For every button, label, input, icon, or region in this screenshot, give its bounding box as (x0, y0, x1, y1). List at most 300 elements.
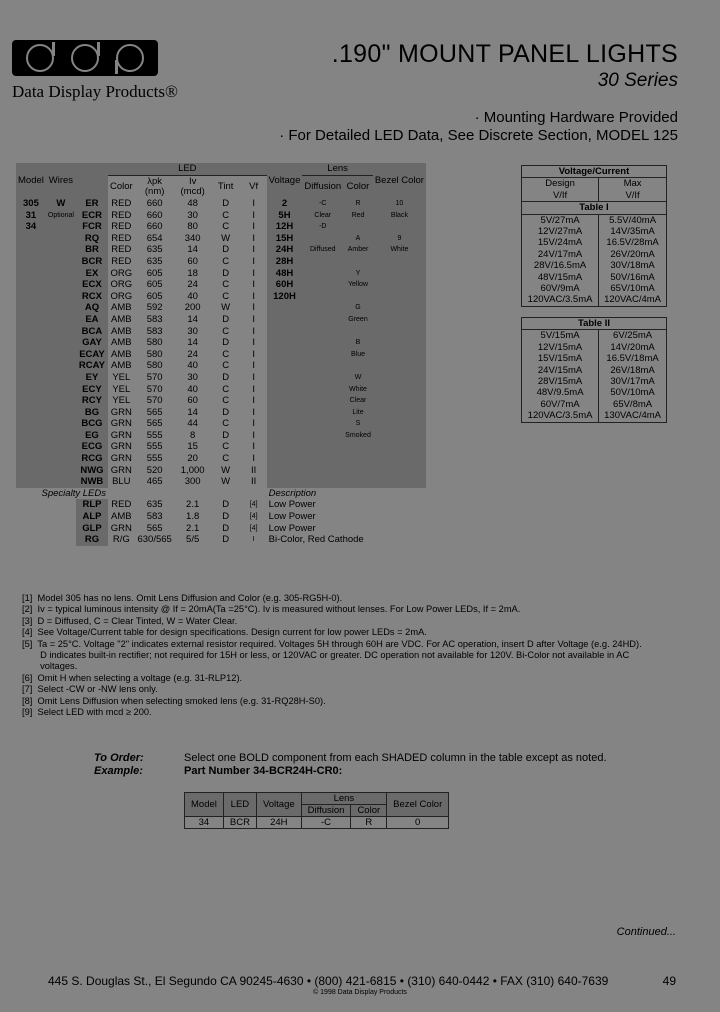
wires-cell (46, 441, 76, 453)
led-iv-cell: 30 (187, 371, 198, 383)
lens-diffusion-cell (302, 395, 343, 407)
led-iv-cell: 1,000 (180, 464, 205, 476)
spec-row (16, 372, 426, 384)
led-tint-cell: C (222, 221, 230, 233)
series-label: 30 Series (597, 70, 678, 91)
lens-color-cell: Amber (343, 244, 373, 256)
vc-design-cell: 48V/15mA (522, 272, 599, 283)
specialty-color-cell: AMB (111, 511, 132, 523)
led-lpk-cell: 660 (146, 209, 163, 221)
feature-bullet-led-data: · For Detailed LED Data, See Discrete Section, MODEL 125 (279, 127, 678, 144)
led-code-cell: ER (76, 198, 108, 210)
voltage-cell: 12H (267, 221, 303, 233)
vc-row (522, 272, 667, 283)
model-cell (16, 465, 46, 477)
led-color-cell: GRN (110, 418, 132, 430)
spec-row (16, 198, 426, 210)
lens-color-cell: White (343, 384, 373, 396)
led-tint-cell: D (222, 267, 230, 279)
led-lpk-cell: 580 (146, 337, 163, 349)
col-lens-color: Color (343, 176, 373, 199)
lens-color-cell: Y (343, 268, 373, 280)
specialty-desc-cell: Bi-Color, Red Cathode (268, 534, 364, 546)
company-name: Data Display Products® (12, 82, 178, 101)
led-tint-cell: C (222, 348, 230, 360)
led-iv-cell: 18 (187, 267, 198, 279)
led-lpk-cell: 570 (146, 395, 163, 407)
led-tint-cell: C (222, 255, 230, 267)
model-cell (16, 384, 46, 396)
vc-design-cell: 24V/15mA (522, 365, 599, 376)
model-cell (16, 372, 46, 384)
model-cell (16, 244, 46, 256)
led-color-cell: RED (111, 209, 132, 221)
specialty-tint-cell: D (222, 499, 230, 511)
voltage-cell (267, 407, 303, 419)
led-tint-cell: D (222, 371, 230, 383)
lens-diffusion-cell (302, 453, 343, 465)
lens-color-cell: B (343, 337, 373, 349)
model-cell (16, 418, 46, 430)
vc-design-cell: 5V/27mA (522, 214, 599, 226)
model-cell (16, 233, 46, 245)
voltage-cell (267, 326, 303, 338)
voltage-cell: 15H (267, 233, 303, 245)
led-vf-cell: I (252, 383, 255, 395)
bezel-cell (373, 221, 426, 233)
led-iv-cell: 15 (187, 441, 198, 453)
led-vf-cell: I (252, 418, 255, 430)
led-code-cell: BR (76, 244, 108, 256)
spec-row (16, 233, 426, 245)
led-color-cell: YEL (112, 371, 131, 383)
bezel-cell (373, 441, 426, 453)
model-cell (16, 326, 46, 338)
lens-diffusion-cell (302, 360, 343, 372)
vc-design-cell: 5V/15mA (522, 330, 599, 342)
led-vf-cell: I (252, 453, 255, 465)
wires-cell (46, 476, 76, 488)
model-cell: 34 (16, 221, 46, 233)
led-lpk-cell: 465 (146, 476, 163, 488)
voltage-cell (267, 395, 303, 407)
wires-cell (46, 244, 76, 256)
lens-diffusion-cell (302, 384, 343, 396)
lens-diffusion-cell (302, 326, 343, 338)
bezel-cell: 9 (373, 233, 426, 245)
lens-diffusion-cell (302, 302, 343, 314)
led-color-cell: GRN (110, 464, 132, 476)
model-cell (16, 407, 46, 419)
vc-row (522, 353, 667, 364)
voltage-cell (267, 465, 303, 477)
vc-row (522, 410, 667, 422)
vc-design-cell: 120VAC/3.5mA (522, 294, 599, 306)
part-val-model: 34 (185, 817, 224, 829)
lens-diffusion-cell (302, 441, 343, 453)
bezel-cell (373, 326, 426, 338)
table1-title: Table I (522, 202, 667, 214)
led-tint-cell: C (222, 209, 230, 221)
specialty-color-cell: GRN (110, 522, 132, 534)
led-tint-cell: C (222, 360, 230, 372)
lens-diffusion-cell (302, 372, 343, 384)
led-lpk-cell: 583 (146, 325, 163, 337)
spec-row (16, 337, 426, 349)
spec-row (16, 302, 426, 314)
led-code-cell: NWG (76, 465, 108, 477)
example-label: Example: (94, 765, 143, 777)
spec-row (16, 441, 426, 453)
led-lpk-cell: 635 (146, 244, 163, 256)
led-vf-cell: I (252, 395, 255, 407)
bezel-cell (373, 430, 426, 442)
led-lpk-cell: 605 (146, 267, 163, 279)
lens-diffusion-cell (302, 279, 343, 291)
voltage-cell: 48H (267, 268, 303, 280)
col-voltage: Voltage (267, 163, 303, 198)
lens-color-cell (343, 441, 373, 453)
led-vf-cell: I (252, 221, 255, 233)
specialty-desc-cell: Low Power (268, 522, 316, 534)
led-iv-cell: 14 (187, 406, 198, 418)
lens-diffusion-cell (302, 407, 343, 419)
spec-row (16, 453, 426, 465)
lens-color-cell (343, 360, 373, 372)
bezel-cell (373, 279, 426, 291)
voltage-cell: 60H (267, 279, 303, 291)
vc-row (522, 399, 667, 410)
voltage-cell: 120H (267, 291, 303, 303)
lens-color-cell: R (343, 198, 373, 210)
voltage-cell (267, 418, 303, 430)
led-vf-cell: I (252, 348, 255, 360)
voltage-cell (267, 349, 303, 361)
voltage-cell: 28H (267, 256, 303, 268)
led-tint-cell: W (221, 232, 231, 244)
vc-design-label: Design (522, 178, 599, 190)
led-iv-cell: 60 (187, 255, 198, 267)
vc-max-cell: 65V/8mA (613, 398, 653, 410)
model-cell (16, 279, 46, 291)
footnote: [5] Ta = 25°C. Voltage "2" indicates external resistor required. Voltages 5H through 60H are VDC. For AC operation, insert D after Voltage (e.g. 24HD). (22, 638, 642, 649)
vc-max-label: Max (599, 178, 667, 190)
to-order-text: Select one BOLD component from each SHADED column in the table except as noted. (184, 752, 607, 764)
led-lpk-cell: 654 (146, 232, 163, 244)
led-lpk-cell: 660 (146, 221, 163, 233)
continued-label: Continued... (616, 926, 676, 938)
vc-row (522, 376, 667, 387)
model-cell (16, 291, 46, 303)
voltage-cell (267, 360, 303, 372)
led-code-cell: AQ (76, 302, 108, 314)
ordering-info (94, 752, 607, 778)
vc-max-cell: 16.5V/18mA (606, 353, 659, 365)
wires-cell (46, 326, 76, 338)
spec-row (16, 418, 426, 430)
vc-row (522, 283, 667, 294)
vc-max-cell: 130VAC/4mA (604, 410, 661, 422)
col-vf: Vf (249, 181, 259, 192)
wires-cell (46, 314, 76, 326)
lens-diffusion-cell: Diffused (302, 244, 343, 256)
specialty-tint-cell: D (222, 522, 230, 534)
wires-cell (46, 233, 76, 245)
model-cell (16, 453, 46, 465)
part-val-led: BCR (223, 817, 256, 829)
bezel-cell (373, 256, 426, 268)
lens-color-cell (343, 476, 373, 488)
vc-max-cell: 16.5V/28mA (606, 237, 659, 249)
model-cell: 305 (16, 198, 46, 210)
led-iv-cell: 40 (187, 360, 198, 372)
led-iv-cell: 44 (187, 418, 198, 430)
led-iv-cell: 30 (187, 209, 198, 221)
bezel-cell (373, 465, 426, 477)
led-iv-cell: 340 (184, 232, 201, 244)
spec-row (16, 384, 426, 396)
led-vf-cell: I (252, 232, 255, 244)
led-iv-cell: 200 (184, 302, 201, 314)
table2-body (522, 330, 667, 422)
led-lpk-cell: 555 (146, 441, 163, 453)
wires-cell (46, 407, 76, 419)
lens-color-cell: Red (343, 210, 373, 222)
wires-cell (46, 430, 76, 442)
part-head-led: LED (223, 793, 256, 817)
led-lpk-cell: 592 (146, 302, 163, 314)
wires-cell (46, 384, 76, 396)
led-code-cell: ECY (76, 384, 108, 396)
led-vf-cell: I (252, 337, 255, 349)
specialty-lpk-cell: 630/565 (137, 534, 172, 546)
lens-diffusion-cell (302, 465, 343, 477)
led-color-cell: YEL (112, 395, 131, 407)
lens-diffusion-cell (302, 233, 343, 245)
lens-color-cell: A (343, 233, 373, 245)
voltage-cell (267, 337, 303, 349)
table2-title: Table II (577, 317, 611, 329)
lens-diffusion-cell (302, 430, 343, 442)
led-color-cell: GRN (110, 441, 132, 453)
vc-row (522, 387, 667, 398)
model-cell (16, 256, 46, 268)
lens-color-cell: S (343, 418, 373, 430)
model-cell (16, 476, 46, 488)
lens-color-cell: Smoked (343, 430, 373, 442)
specialty-header-row (16, 488, 426, 500)
table1-body (522, 214, 667, 306)
part-head-bezel: Bezel Color (387, 793, 449, 817)
lens-diffusion-cell (302, 337, 343, 349)
vc-row (522, 249, 667, 260)
led-iv-cell: 24 (187, 348, 198, 360)
led-color-cell: GRN (110, 429, 132, 441)
led-code-cell: ECG (76, 441, 108, 453)
voltage-current-table-1 (521, 165, 667, 307)
bezel-cell (373, 337, 426, 349)
bezel-cell (373, 372, 426, 384)
vc-row (522, 237, 667, 248)
page-title: .190" MOUNT PANEL LIGHTS (331, 40, 678, 68)
led-vf-cell: I (252, 244, 255, 256)
led-vf-cell: I (252, 371, 255, 383)
led-code-cell: EY (76, 372, 108, 384)
lens-color-cell (343, 326, 373, 338)
logo-letter-d2 (71, 44, 99, 72)
specialty-code-cell: ALP (76, 511, 108, 523)
specialty-desc-cell: Low Power (268, 499, 316, 511)
led-tint-cell: D (222, 406, 230, 418)
wires-cell (46, 268, 76, 280)
specialty-color-cell: R/G (112, 534, 130, 546)
vc-row (522, 330, 667, 342)
wires-cell (46, 221, 76, 233)
footnote: [6] Omit H when selecting a voltage (e.g. 31-RLP12). (22, 672, 243, 683)
spec-row (16, 360, 426, 372)
lens-color-cell (343, 291, 373, 303)
voltage-cell (267, 453, 303, 465)
led-vf-cell: I (252, 313, 255, 325)
led-code-cell: EG (76, 430, 108, 442)
led-code-cell: ECX (76, 279, 108, 291)
bezel-cell (373, 418, 426, 430)
vc-max-cell: 50V/10mA (610, 387, 655, 399)
wires-cell: Optional (46, 210, 76, 222)
led-vf-cell: I (252, 406, 255, 418)
specialty-vf-cell: [4] (249, 524, 258, 532)
model-cell: 31 (16, 210, 46, 222)
col-model: Model (16, 163, 46, 198)
vc-design-cell: 12V/27mA (522, 226, 599, 237)
spec-row (16, 221, 426, 233)
footnote: [8] Omit Lens Diffusion when selecting smoked lens (e.g. 31-RQ28H-S0). (22, 695, 326, 706)
bezel-cell (373, 268, 426, 280)
led-tint-cell: C (222, 325, 230, 337)
voltage-cell (267, 476, 303, 488)
led-lpk-cell: 580 (146, 360, 163, 372)
voltage-cell (267, 372, 303, 384)
led-iv-cell: 24 (187, 279, 198, 291)
led-iv-cell: 60 (187, 395, 198, 407)
led-lpk-cell: 635 (146, 255, 163, 267)
vc-design-sub: V/If (522, 190, 599, 202)
model-cell (16, 430, 46, 442)
vc-design-cell: 28V/15mA (522, 376, 599, 387)
led-code-cell: BG (76, 407, 108, 419)
footnote: [9] Select LED with mcd ≥ 200. (22, 707, 152, 718)
vc-max-cell: 5.5V/40mA (599, 214, 667, 226)
specialty-code-cell: GLP (76, 523, 108, 535)
spec-row (16, 268, 426, 280)
vc-design-cell: 12V/15mA (522, 342, 599, 353)
led-tint-cell: W (221, 302, 231, 314)
led-color-cell: YEL (112, 383, 131, 395)
specialty-vf-cell: I (252, 536, 255, 544)
led-iv-cell: 14 (187, 337, 198, 349)
vc-row (522, 226, 667, 237)
led-iv-cell: 48 (187, 198, 198, 209)
wires-cell (46, 279, 76, 291)
lens-diffusion-cell: Clear (302, 210, 343, 222)
lens-diffusion-cell (302, 291, 343, 303)
led-iv-cell: 80 (187, 221, 198, 233)
specialty-tint-cell: D (222, 511, 230, 523)
wires-cell: W (46, 198, 76, 210)
led-color-cell: AMB (111, 302, 132, 314)
led-iv-cell: 8 (190, 429, 196, 441)
col-color: Color (109, 181, 133, 192)
voltage-current-panel (521, 165, 667, 433)
to-order-label: To Order: (94, 752, 144, 764)
lens-color-cell: Clear (343, 395, 373, 407)
vc-row (522, 294, 667, 306)
spec-row (16, 476, 426, 488)
led-lpk-cell: 605 (146, 279, 163, 291)
led-vf-cell: I (252, 267, 255, 279)
led-vf-cell: II (251, 476, 257, 488)
led-code-cell: EX (76, 268, 108, 280)
led-code-cell: GAY (76, 337, 108, 349)
vc-row (522, 260, 667, 271)
led-tint-cell: C (222, 441, 230, 453)
led-iv-cell: 300 (184, 476, 201, 488)
voltage-cell (267, 314, 303, 326)
part-val-color: R (351, 817, 387, 829)
vc-max-cell: 14V/20mA (610, 341, 655, 353)
led-iv-cell: 14 (187, 244, 198, 256)
wires-cell (46, 337, 76, 349)
spec-row (16, 407, 426, 419)
vc-row (522, 365, 667, 376)
bezel-cell (373, 395, 426, 407)
bezel-cell (373, 407, 426, 419)
model-cell (16, 360, 46, 372)
led-vf-cell: I (252, 360, 255, 372)
voltage-cell (267, 302, 303, 314)
wires-cell (46, 291, 76, 303)
col-tint: Tint (217, 181, 234, 192)
bezel-cell (373, 476, 426, 488)
wires-cell (46, 256, 76, 268)
vc-design-cell: 15V/15mA (522, 353, 599, 364)
part-val-diffusion: -C (301, 817, 351, 829)
voltage-cell: 24H (267, 244, 303, 256)
vc-design-cell: 24V/17mA (522, 249, 599, 260)
model-cell (16, 337, 46, 349)
vc-design-cell: 60V/7mA (522, 399, 599, 410)
model-cell (16, 268, 46, 280)
wires-cell (46, 302, 76, 314)
vc-design-cell: 48V/9.5mA (522, 387, 599, 398)
spec-row (16, 244, 426, 256)
lens-color-cell: Yellow (343, 279, 373, 291)
footnote: [2] Iv = typical luminous intensity @ If = 20mA(Ta =25°C). Iv is measured without lenses. For Low Power LEDs, If = 2mA. (22, 604, 521, 615)
led-code-cell: EA (76, 314, 108, 326)
led-code-cell: RCX (76, 291, 108, 303)
led-color-cell: GRN (110, 406, 132, 418)
specialty-iv-cell: 1.8 (186, 511, 200, 523)
col-lpk: λpk (nm) (144, 176, 165, 197)
wires-cell (46, 372, 76, 384)
specialty-tint-cell: D (222, 534, 230, 546)
specialty-lpk-cell: 583 (146, 511, 163, 523)
logo-letter-d1 (26, 44, 54, 72)
lens-color-cell: Green (343, 314, 373, 326)
spec-row (16, 291, 426, 303)
led-tint-cell: D (222, 244, 230, 256)
vc-max-sub: V/If (625, 189, 640, 201)
